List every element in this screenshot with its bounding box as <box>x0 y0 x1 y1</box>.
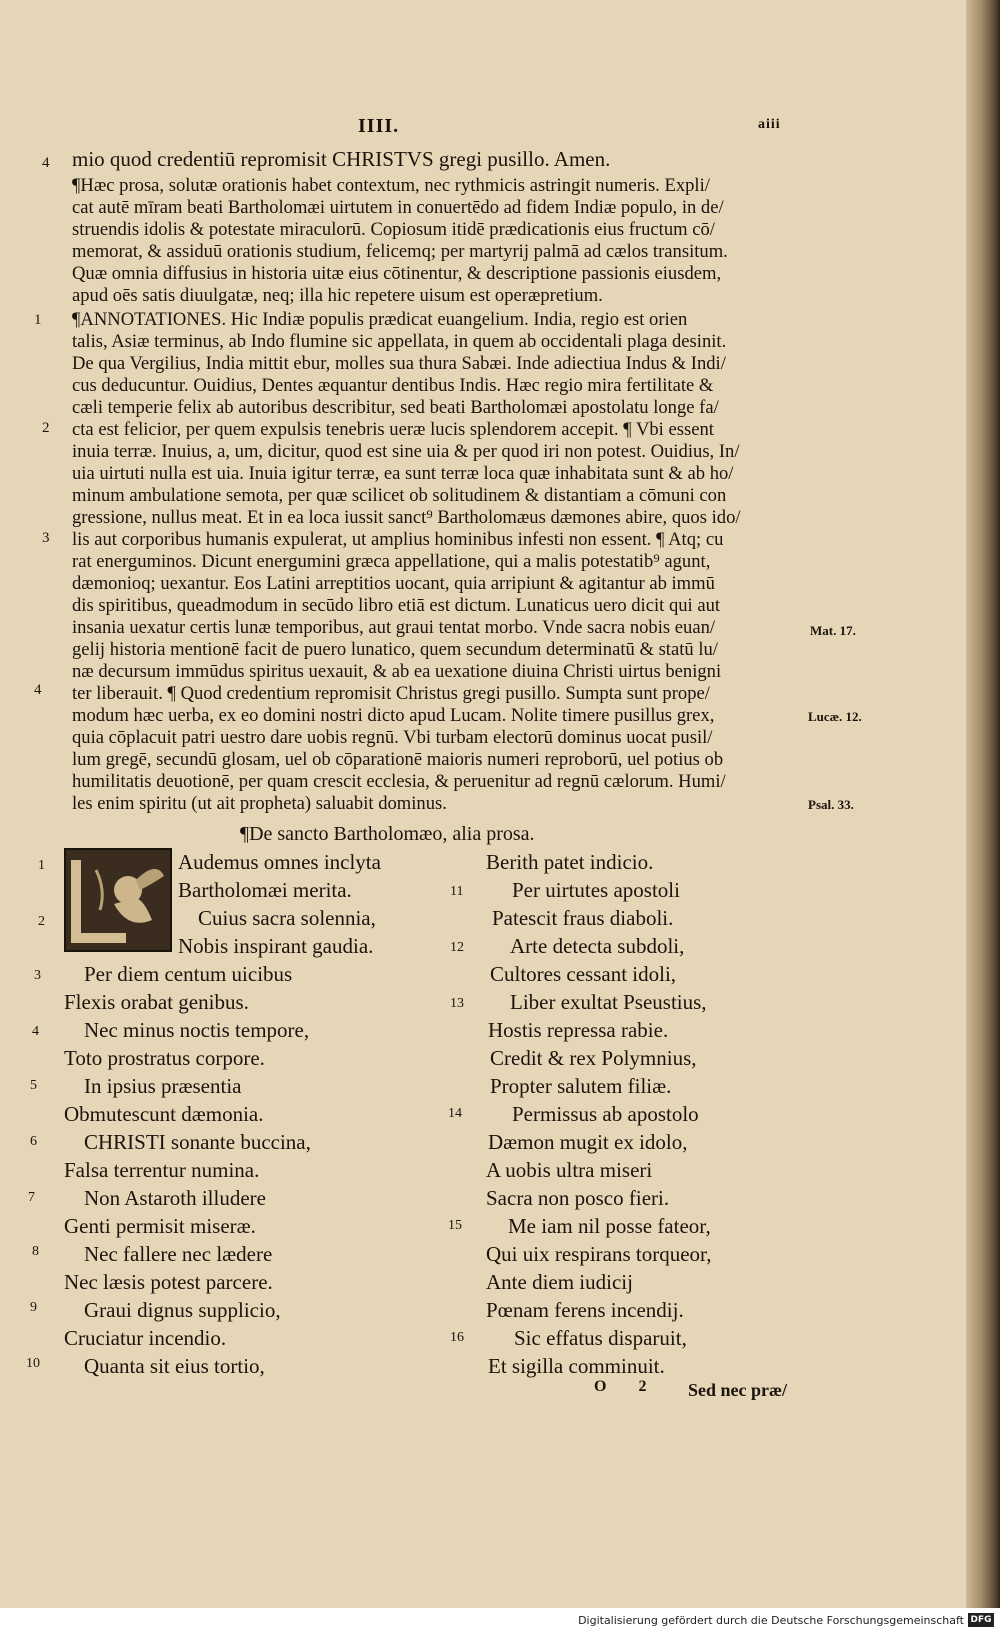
hymn-verse: Et sigilla comminuit. <box>488 1354 665 1378</box>
prose-line: minum ambulatione semota, per quæ scilicet ob solitudinem & distantiam a cōmuni con <box>72 485 727 506</box>
prose-line: Quæ omnia diffusius in historia uitæ eius cōtinentur, & descriptione passionis eiusdem, <box>72 263 722 284</box>
hymn-verse: Nec minus noctis tempore, <box>84 1018 310 1042</box>
hymn-verse: Arte detecta subdoli, <box>510 934 685 958</box>
prose-line: rat energuminos. Dicunt energumini græca appellatione, qui a malis potestatib⁹ agunt, <box>72 551 711 572</box>
margin-reference: Psal. 33. <box>808 797 854 812</box>
prose-line: quia cōplacuit patri uestro dare uobis regnū. Vbi turbam electorū dominus uocat pusil/ <box>72 727 713 748</box>
prose-line: ¶Hæc prosa, solutæ orationis habet contextum, nec rythmicis astringit numeris. Expli/ <box>72 175 710 196</box>
stanza-number: 2 <box>38 914 45 929</box>
stanza-number: 13 <box>450 996 464 1011</box>
prose-line: gressione, nullus meat. Et in ea loca iussit sanct⁹ Bartholomæus dæmones abire, quos ido/ <box>72 507 741 528</box>
hymn-verse: In ipsius præsentia <box>84 1074 242 1098</box>
hymn-verse: Quanta sit eius tortio, <box>84 1354 265 1378</box>
margin-line-number: 3 <box>42 530 50 546</box>
prose-line: cus deducuntur. Ouidius, Dentes æquantur dentibus Indis. Hæc regio mira fertilitate & <box>72 375 714 396</box>
hymn-verse: A uobis ultra miseri <box>486 1158 653 1182</box>
hymn-verse: Ante diem iudicij <box>486 1270 633 1294</box>
hymn-verse: Nec fallere nec lædere <box>84 1242 273 1266</box>
prose-line: lum gregē, secundū glosam, uel ob cōparationē maioris numeri reproborū, uel potius ob <box>72 749 724 770</box>
stanza-number: 15 <box>448 1218 462 1233</box>
prose-line: dæmonioq; uexantur. Eos Latini arreptitios uocant, quia arripiunt & agitantur ab immū <box>72 573 715 594</box>
hymn-verse: Liber exultat Pseustius, <box>510 990 707 1014</box>
hymn-verse: Berith patet indicio. <box>486 850 654 874</box>
hymn-verse: Flexis orabat genibus. <box>64 990 249 1014</box>
hymn-verse: Per diem centum uicibus <box>84 962 293 986</box>
hymn-verse: Nobis inspirant gaudia. <box>178 934 374 958</box>
prose-line: memorat, & assiduū orationis studium, felicemq; per martyrij palmā ad cælos transitum. <box>72 241 728 262</box>
hymn-verse: Cruciatur incendio. <box>64 1326 227 1350</box>
stanza-number: 10 <box>26 1356 40 1371</box>
prose-line: mio quod credentiū repromisit CHRISTVS gregi pusillo. Amen. <box>72 147 611 171</box>
hymn-verse: Hostis repressa rabie. <box>488 1018 669 1042</box>
decorated-initial-l <box>64 848 172 952</box>
prose-line: dis spiritibus, queadmodum in secūdo libro etiā est dictum. Lunaticus uero dicit qui aut <box>72 595 721 616</box>
hymn-verse: Graui dignus supplicio, <box>84 1298 281 1322</box>
hymn-verse: Credit & rex Polymnius, <box>490 1046 697 1070</box>
hymn-verse: Permissus ab apostolo <box>512 1102 699 1126</box>
hymn-verse: Cultores cessant idoli, <box>490 962 677 986</box>
prose-line: modum hæc uerba, ex eo domini nostri dicto apud Lucam. Nolite timere pusillus grex, <box>72 705 715 726</box>
prose-line: struendis idolis & potestate miraculorū. Copiosum itidē prædicationis eius fructum cō/ <box>72 219 715 240</box>
stanza-number: 1 <box>38 858 45 873</box>
prose-line: ter liberauit. ¶ Quod credentium repromisit Christus gregi pusillo. Sumpta sunt prope/ <box>72 683 710 704</box>
folio-number: IIII. <box>358 115 400 137</box>
hymn-verse: Bartholomæi merita. <box>178 878 352 902</box>
prose-line: næ decursum immūdus spiritus uexauit, & ab ea uexatione diuina Christi uirtus benigni <box>72 661 722 682</box>
stanza-number: 3 <box>34 968 41 983</box>
prose-line: De qua Vergilius, India mittit ebur, molles sua thura Sabæi. Inde adiectiua Indus & Indi/ <box>72 353 726 374</box>
margin-reference: Lucæ. 12. <box>808 709 862 724</box>
page-corner-mark: aiii <box>758 117 781 132</box>
margin-reference: Mat. 17. <box>810 623 856 638</box>
initial-ornament-figure <box>66 850 170 950</box>
stanza-number: 8 <box>32 1244 39 1259</box>
prose-line: cat autē mīram beati Bartholomæi uirtutem in conuertēdo ad fidem Indiæ populo, in de/ <box>72 197 724 218</box>
prose-line: les enim spiritu (ut ait propheta) saluabit dominus. <box>72 793 447 814</box>
book-spine-shadow <box>966 0 1000 1608</box>
stanza-number: 5 <box>30 1078 37 1093</box>
hymn-verse: Falsa terrentur numina. <box>64 1158 260 1182</box>
stanza-number: 14 <box>448 1106 462 1121</box>
margin-line-number: 1 <box>34 312 42 328</box>
hymn-verse: Toto prostratus corpore. <box>64 1046 265 1070</box>
stanza-number: 4 <box>32 1024 39 1039</box>
hymn-verse: Pœnam ferens incendij. <box>486 1298 684 1322</box>
stanza-number: 6 <box>30 1134 37 1149</box>
prose-line: cta est felicior, per quem expulsis tenebris ueræ lucis splendorem accepit. ¶ Vbi essent <box>72 419 714 440</box>
prose-line: humilitatis deuotionē, per quam crescit ecclesia, & peruenitur ad regnū cælorum. Humi/ <box>72 771 726 792</box>
prose-line: talis, Asiæ terminus, ab Indo flumine sic appellata, in quem ab occidentali plaga desinit. <box>72 331 727 352</box>
hymn-verse: Sic effatus disparuit, <box>514 1326 687 1350</box>
margin-line-number: 4 <box>34 682 42 698</box>
hymn-verse: Qui uix respirans torqueor, <box>486 1242 712 1266</box>
stanza-number: 7 <box>28 1190 35 1205</box>
hymn-verse: Patescit fraus diaboli. <box>492 906 674 930</box>
hymn-verse: Nec læsis potest parcere. <box>64 1270 273 1294</box>
stanza-number: 12 <box>450 940 464 955</box>
prose-line: ¶ANNOTATIONES. Hic Indiæ populis prædicat euangelium. India, regio est orien <box>72 309 688 330</box>
hymn-verse: Dæmon mugit ex idolo, <box>488 1130 688 1154</box>
hymn-verse: Obmutescunt dæmonia. <box>64 1102 264 1126</box>
hymn-verse: Per uirtutes apostoli <box>512 878 680 902</box>
stanza-number: 9 <box>30 1300 37 1315</box>
hymn-verse: CHRISTI sonante buccina, <box>84 1130 311 1154</box>
footer-text: Digitalisierung gefördert durch die Deutsche Forschungsgemeinschaft <box>578 1614 964 1627</box>
stanza-number: 16 <box>450 1330 464 1345</box>
prose-line: inuia terræ. Inuius, a, um, dicitur, quod est sine uia & per quod iri non potest. Ouidius, In/ <box>72 441 740 462</box>
prose-line: uia uirtuti nulla est uia. Inuia igitur terræ, ea sunt terræ loca quæ inhabitata sunt & ab ho/ <box>72 463 734 484</box>
hymn-title: ¶De sancto Bartholomæo, alia prosa. <box>240 823 535 845</box>
dfg-logo: DFG <box>968 1613 994 1627</box>
hymn-verse: Propter salutem filiæ. <box>490 1074 672 1098</box>
digitization-footer <box>0 1608 1000 1633</box>
prose-line: cæli temperie felix ab autoribus describitur, sed beati Bartholomæi apostolatu longe fa/ <box>72 397 719 418</box>
prose-line: lis aut corporibus humanis expulerat, ut amplius hominibus infesti non essent. ¶ Atq; cu <box>72 529 724 550</box>
prose-line: insania uexatur certis lunæ temporibus, aut graui tentat morbo. Vnde sacra nobis euan/ <box>72 617 716 638</box>
hymn-verse: Cuius sacra solennia, <box>198 906 376 930</box>
prose-line: apud oēs satis diuulgatæ, neq; illa hic repetere uisum est operæpretium. <box>72 285 603 306</box>
hymn-verse: Audemus omnes inclyta <box>178 850 381 874</box>
prose-line: gelij historia mentionē facit de puero lunatico, quem secundum determinatū & statū lu/ <box>72 639 718 660</box>
hymn-verse: Me iam nil posse fateor, <box>508 1214 711 1238</box>
hymn-verse: Non Astaroth illudere <box>84 1186 266 1210</box>
signature-mark: O 2 <box>594 1378 661 1395</box>
hymn-verse: Sacra non posco fieri. <box>486 1186 670 1210</box>
hymn-verse: Genti permisit miseræ. <box>64 1214 256 1238</box>
margin-line-number: 4 <box>42 155 50 171</box>
stanza-number: 11 <box>450 884 464 899</box>
margin-line-number: 2 <box>42 420 50 436</box>
catchword: Sed nec præ/ <box>688 1380 787 1400</box>
